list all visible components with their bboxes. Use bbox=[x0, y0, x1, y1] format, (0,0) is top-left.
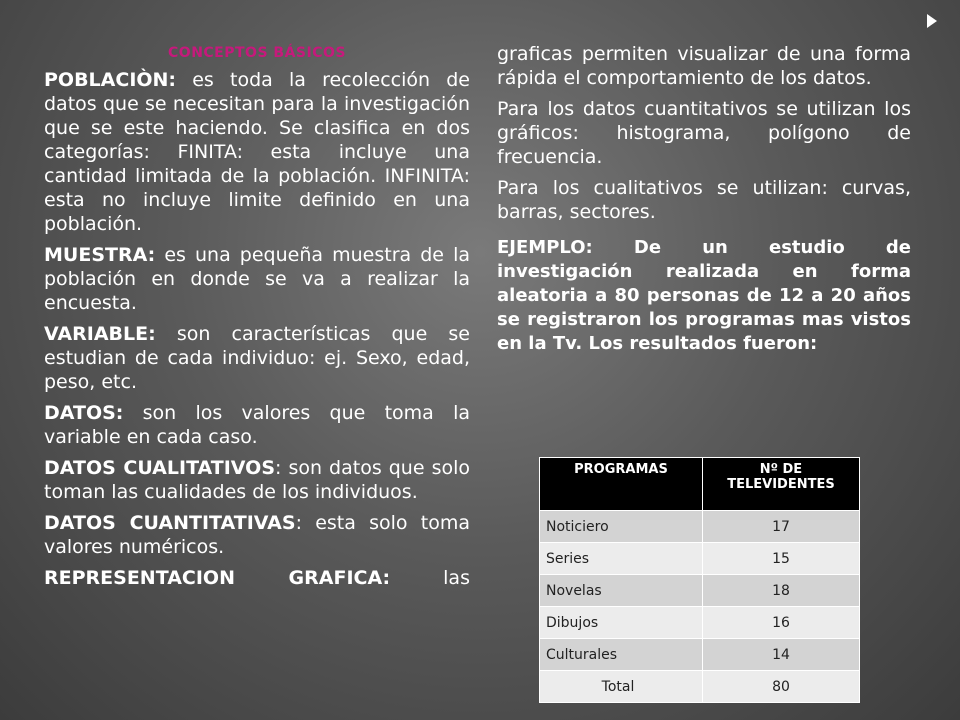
definition-text: : esta solo toma valores numéricos. bbox=[44, 512, 470, 558]
quantitative-paragraph: Para los datos cuantitativos se utilizan los gráficos: histograma, polígono de frecuencia. bbox=[497, 98, 911, 168]
definition-datos-cuantitativas bbox=[44, 511, 470, 559]
column-header-programas: PROGRAMAS bbox=[540, 458, 703, 511]
term-label: POBLACIÒN: bbox=[44, 69, 177, 91]
column-header-televidentes: Nº DE TELEVIDENTES bbox=[703, 458, 860, 511]
cell-televidentes: 18 bbox=[703, 575, 860, 607]
section-heading: CONCEPTOS BÁSICOS bbox=[168, 45, 346, 61]
table-row bbox=[540, 543, 860, 575]
table-row bbox=[540, 511, 860, 543]
definition-text: son los valores que toma la variable en cada caso. bbox=[44, 402, 470, 448]
left-column bbox=[44, 42, 470, 597]
definition-datos-cualitativos bbox=[44, 456, 470, 504]
definition-variable bbox=[44, 322, 470, 394]
cell-televidentes: 14 bbox=[703, 639, 860, 671]
slide-bullet-icon bbox=[927, 14, 937, 28]
cell-programa: Noticiero bbox=[540, 511, 703, 543]
table-row bbox=[540, 639, 860, 671]
definition-datos bbox=[44, 401, 470, 449]
cell-programa: Series bbox=[540, 543, 703, 575]
cell-total-label: Total bbox=[540, 671, 703, 703]
table-row bbox=[540, 575, 860, 607]
term-label: DATOS CUANTITATIVAS bbox=[44, 512, 296, 534]
term-label: DATOS CUALITATIVOS bbox=[44, 457, 276, 479]
table-row bbox=[540, 607, 860, 639]
cell-televidentes: 17 bbox=[703, 511, 860, 543]
definition-poblacion bbox=[44, 68, 470, 236]
term-label: DATOS: bbox=[44, 402, 124, 424]
cell-programa: Novelas bbox=[540, 575, 703, 607]
definition-text: : son datos que solo toman las cualidades de los individuos. bbox=[44, 457, 470, 503]
definition-representacion-grafica bbox=[44, 566, 470, 590]
definition-text: son características que se estudian de cada individuo: ej. Sexo, edad, peso, etc. bbox=[44, 323, 470, 393]
term-label: REPRESENTACION GRAFICA: bbox=[44, 567, 391, 589]
table-header-row bbox=[540, 458, 860, 511]
right-column bbox=[497, 42, 911, 356]
cell-televidentes: 16 bbox=[703, 607, 860, 639]
cell-programa: Culturales bbox=[540, 639, 703, 671]
definition-text: es toda la recolección de datos que se necesitan para la investigación que se este haciendo. Se clasifica en dos categorías: FINITA: esta incluye una cantidad limitada de la población. INFINITA: esta no incluye limite definido en una población. bbox=[44, 69, 470, 235]
example-paragraph: EJEMPLO: De un estudio de investigación realizada en forma aleatoria a 80 personas de 12 a 20 años se registraron los programas mas vistos en la Tv. Los resultados fueron: bbox=[497, 237, 911, 354]
cell-televidentes: 15 bbox=[703, 543, 860, 575]
cell-programa: Dibujos bbox=[540, 607, 703, 639]
table-row-total bbox=[540, 671, 860, 703]
qualitative-paragraph: Para los cualitativos se utilizan: curvas, barras, sectores. bbox=[497, 177, 911, 223]
results-table bbox=[539, 457, 860, 703]
graphics-paragraph: graficas permiten visualizar de una forma rápida el comportamiento de los datos. bbox=[497, 43, 911, 89]
definition-muestra bbox=[44, 243, 470, 315]
definition-text: es una pequeña muestra de la población en donde se va a realizar la encuesta. bbox=[44, 244, 470, 314]
definition-text: las bbox=[390, 567, 470, 589]
term-label: MUESTRA: bbox=[44, 244, 156, 266]
term-label: VARIABLE: bbox=[44, 323, 156, 345]
cell-total-value: 80 bbox=[703, 671, 860, 703]
